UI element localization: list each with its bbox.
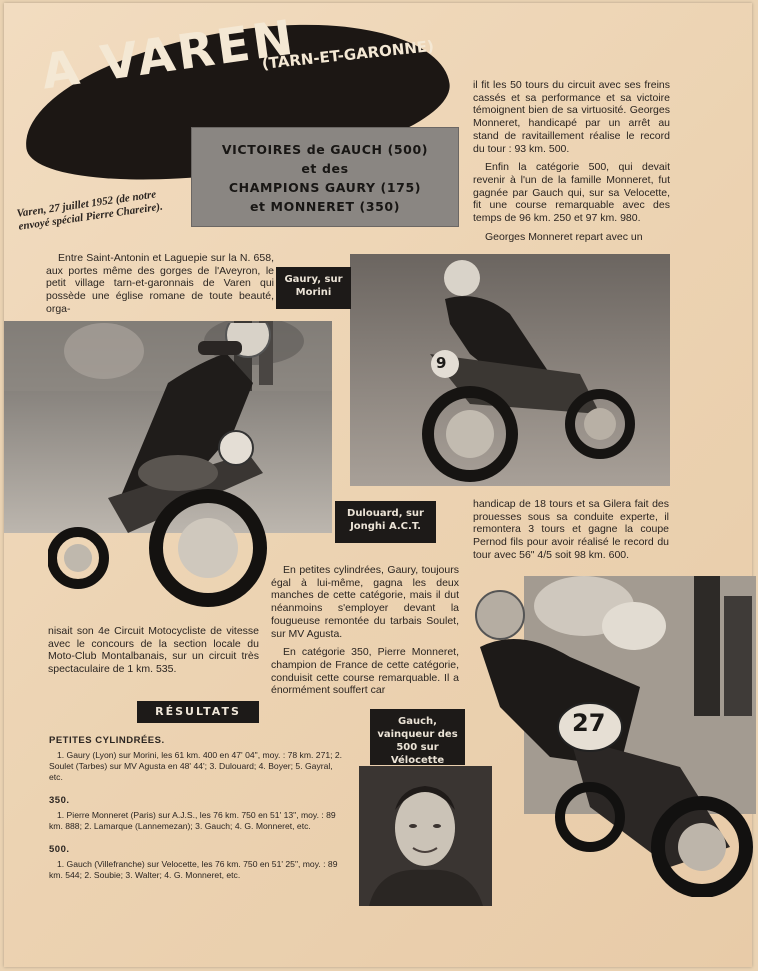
right-paragraph-3: Georges Monneret repart avec un bbox=[485, 230, 643, 243]
headline-line-2: et des bbox=[301, 161, 349, 176]
headline-line-3: CHAMPIONS GAURY (175) bbox=[228, 180, 422, 195]
dateline: Varen, 27 juillet 1952 (de notre envoyé spécial Pierre Chareire). bbox=[16, 188, 164, 233]
article-intro bbox=[46, 252, 274, 322]
results-badge: RÉSULTATS bbox=[137, 701, 259, 723]
right-paragraph-1: il fit les 50 tours du circuit avec ses freins cassés et sa performance et sa victoire témoignent bien de sa virtuosité. Georges Monneret, handicapé par un arrêt au stand de ravitaillement réalise le record du tour : 93 km. 500. bbox=[473, 79, 670, 155]
article-column-right-top bbox=[473, 79, 670, 249]
headline-line-1: VICTOIRES de GAUCH (500) bbox=[221, 142, 429, 157]
article-column-left bbox=[48, 625, 259, 682]
photo-gauch-portrait-image bbox=[359, 766, 492, 906]
results-text-350: 1. Pierre Monneret (Paris) sur A.J.S., les 76 km. 750 en 51' 13", moy. : 89 km. 888; 2. Lamarque (Lannemezan); 3. Gauch; 4. G. Monneret, etc. bbox=[49, 810, 336, 831]
results-heading-500: 500. bbox=[49, 844, 70, 855]
caption-dulouard: Dulouard, sur Jonghi A.C.T. bbox=[335, 501, 436, 543]
headline-box bbox=[191, 127, 459, 227]
right-paragraph-2: Enfin la catégorie 500, qui devait revenir à l'un de la famille Monneret, fut gagnée par Gauch qui, sur sa Velocette, fit une course remarquable avec des temps de 96 km. 250 et 97 km. 980. bbox=[473, 161, 670, 225]
results-text-small: 1. Gaury (Lyon) sur Morini, les 61 km. 400 en 47' 04", moy. : 78 km. 271; 2. Soulet (Tarbes) sur MV Agusta en 48' 44'; 3. Dulouard; 4. Boyer; 5. Gayral, etc. bbox=[49, 750, 343, 782]
magazine-page bbox=[4, 3, 752, 967]
dulouard-motorcycle-cutout bbox=[48, 323, 278, 613]
page-title: A VAREN bbox=[38, 9, 300, 101]
middle-paragraph-2: En catégorie 350, Pierre Monneret, champion de France de cette catégorie, conduisit cette course remarquable. Il a énormément souffert car bbox=[271, 646, 459, 697]
caption-gauch: Gauch, vainqueur des 500 sur Vélocette bbox=[370, 709, 465, 765]
middle-paragraph-1: En petites cylindrées, Gaury, toujours égal à lui-même, gagna les deux manches de cette catégorie, mais il dut néanmoins s'employer devant la fougueuse remontée du tarbais Soulet, sur MV Agusta. bbox=[271, 564, 459, 640]
results-heading-small: PETITES CYLINDRÉES. bbox=[49, 735, 165, 746]
racer-number-27: 27 bbox=[572, 709, 606, 737]
results-text-500: 1. Gauch (Villefranche) sur Velocette, les 76 km. 750 en 51' 25", moy. : 89 km. 544; 2. Soubie; 3. Walter; 4. G. Monneret, etc. bbox=[49, 859, 338, 880]
headline-line-4: et MONNERET (350) bbox=[249, 199, 401, 214]
article-column-right-bottom bbox=[473, 498, 669, 568]
photo-gaury bbox=[350, 254, 670, 486]
left-paragraph-continued: nisait son 4e Circuit Motocycliste de vitesse avec le concours de la section locale du Moto-Club Montalbanais, sur un circuit très spectaculaire de 1 km. 535. bbox=[48, 625, 259, 676]
caption-gaury: Gaury, sur Morini bbox=[276, 267, 351, 309]
racer-number-9: 9 bbox=[436, 354, 447, 372]
results-heading-350: 350. bbox=[49, 795, 70, 806]
gauch-motorcycle-cutout bbox=[470, 587, 754, 897]
results-section bbox=[49, 735, 345, 893]
right-paragraph-4: handicap de 18 tours et sa Gilera fait des prouesses sous sa conduite experte, il remontera 3 tours et gagne la coupe Pernod fils pour avoir réalisé le record du tour avec 56" 4/5 soit 98 km. 600. bbox=[473, 498, 669, 561]
photo-gaury-image bbox=[350, 254, 670, 486]
page-subtitle: (TARN-ET-GARONNE) bbox=[261, 36, 435, 73]
intro-paragraph: Entre Saint-Antonin et Laguepie sur la N. 658, aux portes même des gorges de l'Aveyron, le petit village tarn-et-garonnais de Varen qui possède une église romane de toute beauté, orga- bbox=[46, 252, 274, 315]
photo-gauch-portrait bbox=[359, 766, 492, 906]
article-column-middle bbox=[271, 564, 459, 703]
